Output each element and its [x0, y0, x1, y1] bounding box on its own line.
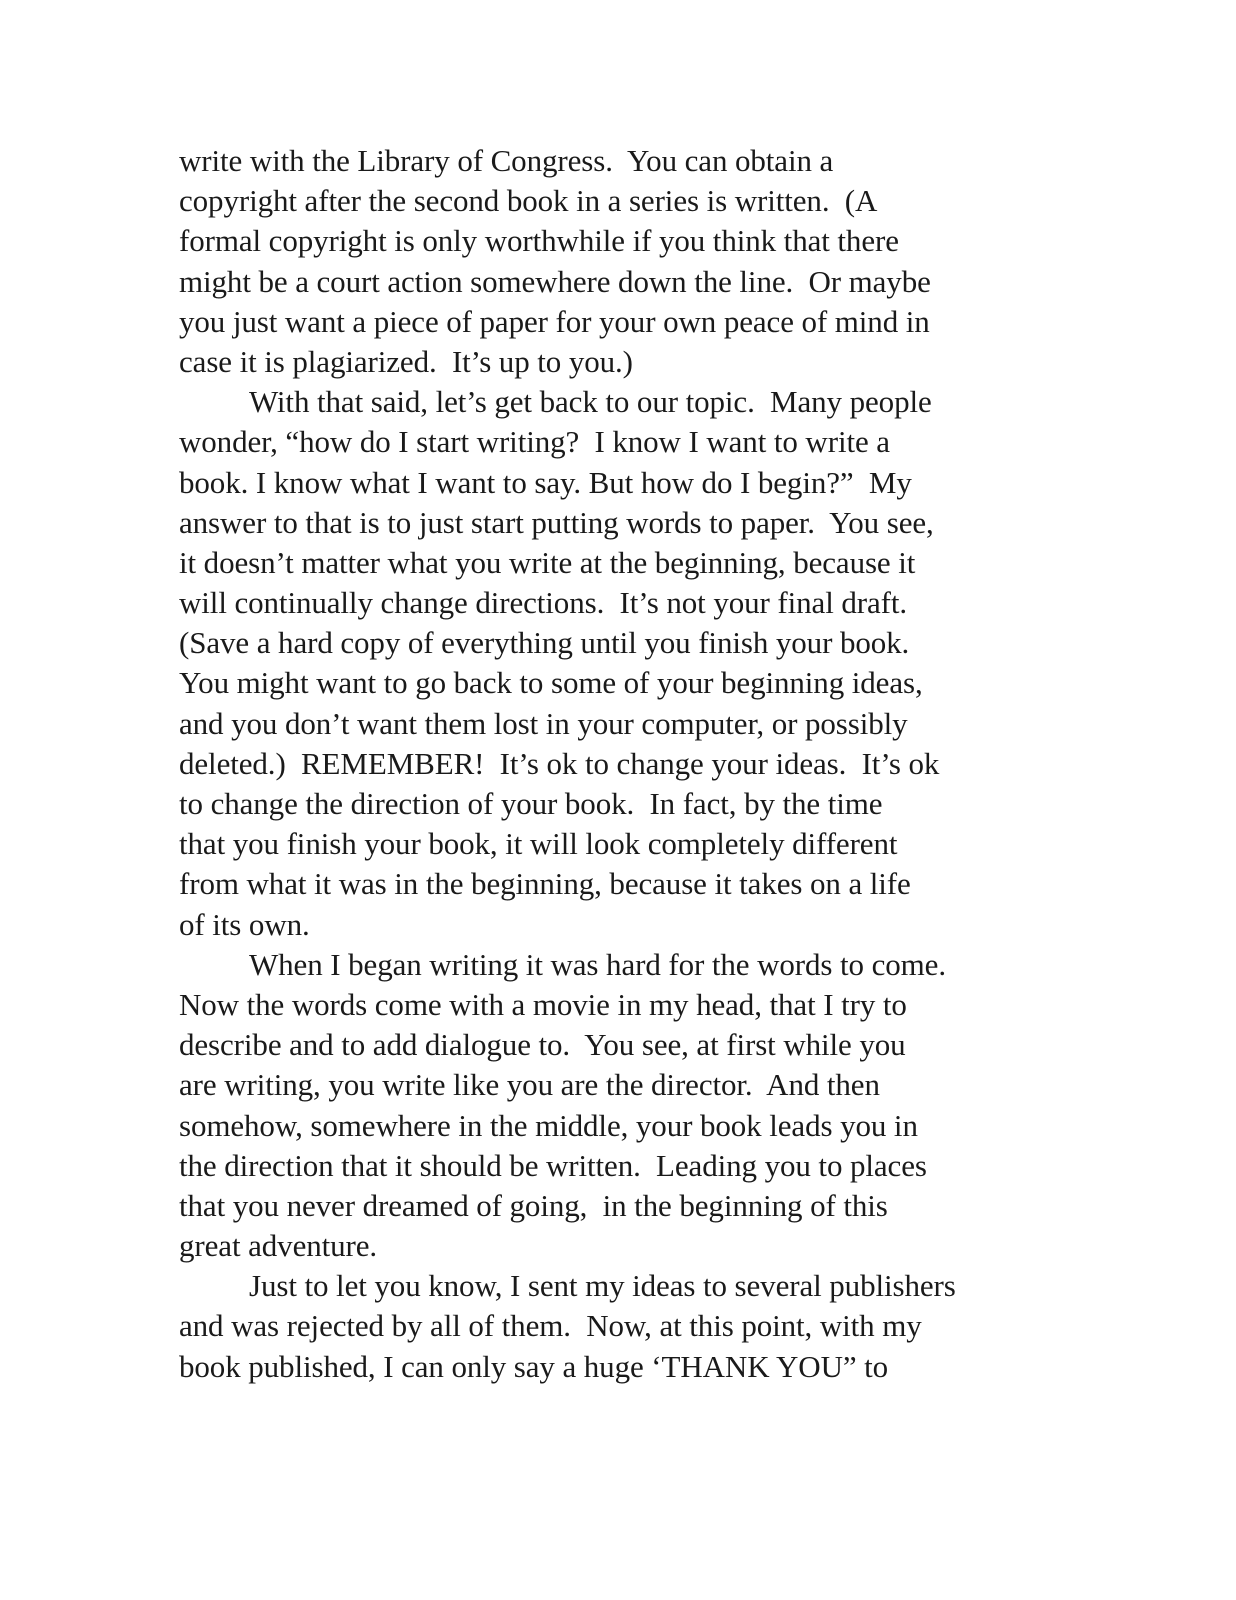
text-line: answer to that is to just start putting words to paper. You see, [179, 504, 934, 540]
text-line: great adventure. [179, 1228, 378, 1264]
text-line: describe and to add dialogue to. You see, at first while you [179, 1027, 906, 1063]
text-line: of its own. [179, 906, 310, 942]
text-line: write with the Library of Congress. You can obtain a [179, 143, 834, 178]
text-line: copyright after the second book in a series is written. (A [179, 183, 878, 219]
text-line: will continually change directions. It’s not your final draft. [179, 585, 908, 621]
text-line: You might want to go back to some of your beginning ideas, [179, 665, 923, 701]
text-line: that you never dreamed of going, in the beginning of this [179, 1187, 888, 1223]
text-line: book. I know what I want to say. But how do I begin?” My [179, 464, 912, 500]
text-line: from what it was in the beginning, because it takes on a life [179, 866, 911, 902]
text-line: deleted.) REMEMBER! It’s ok to change your ideas. It’s ok [179, 745, 940, 781]
text-line: the direction that it should be written. Leading you to places [179, 1147, 927, 1183]
text-line: somehow, somewhere in the middle, your book leads you in [179, 1107, 918, 1143]
text-line: (Save a hard copy of everything until you finish your book. [179, 625, 910, 661]
text-line: and was rejected by all of them. Now, at this point, with my [179, 1308, 922, 1344]
paragraph-start-line: With that said, let’s get back to our topic. Many people [249, 384, 932, 420]
text-line: Now the words come with a movie in my head, that I try to [179, 986, 907, 1022]
text-line: wonder, “how do I start writing? I know I want to write a [179, 424, 890, 460]
paragraph-start-line: Just to let you know, I sent my ideas to several publishers [249, 1268, 956, 1304]
text-line: formal copyright is only worthwhile if you think that there [179, 223, 899, 259]
text-line: are writing, you write like you are the director. And then [179, 1067, 880, 1103]
text-line: that you finish your book, it will look completely different [179, 826, 898, 862]
text-line: and you don’t want them lost in your computer, or possibly [179, 705, 908, 741]
text-line: to change the direction of your book. In fact, by the time [179, 786, 883, 821]
text-line: might be a court action somewhere down the line. Or maybe [179, 263, 931, 299]
text-line: you just want a piece of paper for your own peace of mind in [179, 303, 930, 339]
paragraph-start-line: When I began writing it was hard for the words to come. [249, 946, 946, 982]
text-line: book published, I can only say a huge ‘THANK YOU” to [179, 1348, 889, 1384]
text-line: case it is plagiarized. It’s up to you.) [179, 343, 633, 379]
text-line: it doesn’t matter what you write at the beginning, because it [179, 544, 916, 580]
body-text [179, 141, 1059, 1387]
